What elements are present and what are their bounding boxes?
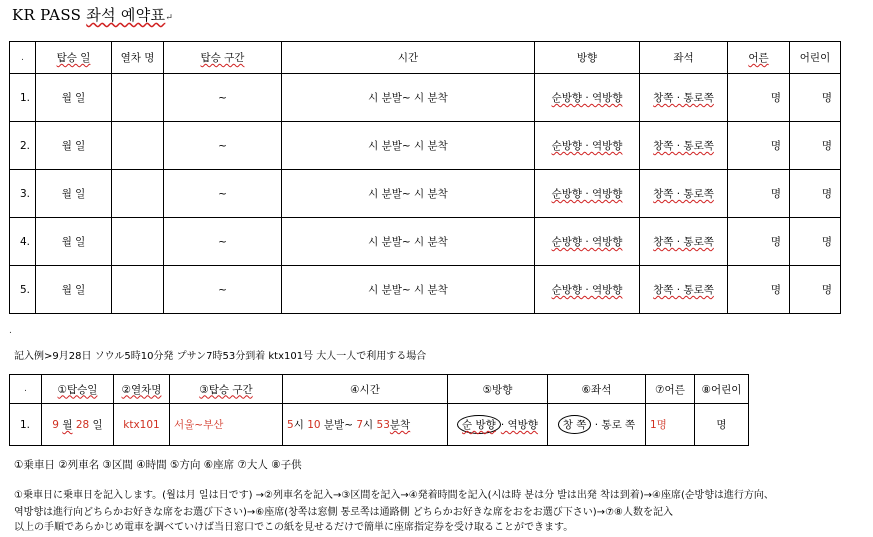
train-cell bbox=[112, 122, 164, 170]
example-section: 서울~부산 bbox=[170, 404, 283, 446]
example-header-seat: ⑥좌석 bbox=[548, 375, 646, 404]
example-header-direction: ⑤방향 bbox=[448, 375, 548, 404]
section-cell: ~ bbox=[164, 266, 282, 314]
example-header-adult: ⑦어른 bbox=[646, 375, 695, 404]
header-cell: . bbox=[10, 375, 42, 404]
table-row bbox=[10, 218, 841, 266]
note-line-1: ①乗車日に乗車日を記入します。(월は月 일は日です) →②列車名を記入→③区間を記入→④発着時間を記入(시は時 분は分 발は出発 착は到着)→④座席(순방향は進行方向、 bbox=[14, 490, 774, 501]
header-seat: 좌석 bbox=[640, 42, 728, 74]
seat-cell: 창쪽 · 통로쪽 bbox=[640, 266, 728, 314]
row-number: 4. bbox=[10, 218, 36, 266]
reservation-table bbox=[9, 41, 841, 314]
direction-cell: 순방향 · 역방향 bbox=[535, 170, 640, 218]
direction-cell: 순방향 · 역방향 bbox=[535, 74, 640, 122]
adult-cell: 명 bbox=[728, 218, 790, 266]
example-train: ktx101 bbox=[114, 404, 170, 446]
row-number: 5. bbox=[10, 266, 36, 314]
example-seat: 창 쪽 · 통로 쪽 bbox=[548, 404, 646, 446]
adult-cell: 명 bbox=[728, 122, 790, 170]
date-cell: 월 일 bbox=[36, 266, 112, 314]
example-header-date: ①탑승일 bbox=[42, 375, 114, 404]
example-header-time: ④시간 bbox=[283, 375, 448, 404]
note-line-2: 역방향は進行向どちらかお好きな席をお選び下さい)→⑥座席(창쪽は窓側 통로쪽は通路側 どちらかお好きな席をおをお選び下さい)→⑦⑧人数を記入 bbox=[14, 507, 673, 518]
train-cell bbox=[112, 74, 164, 122]
example-time: 5시 10 분발~ 7시 53분착 bbox=[283, 404, 448, 446]
row-number: 1. bbox=[10, 404, 42, 446]
example-header-row bbox=[10, 375, 749, 404]
table-row bbox=[10, 74, 841, 122]
title-prefix: KR PASS bbox=[12, 6, 87, 24]
example-header-section: ③탑승 구간 bbox=[170, 375, 283, 404]
child-cell: 명 bbox=[790, 74, 841, 122]
header-cell: . bbox=[10, 42, 36, 74]
train-cell bbox=[112, 170, 164, 218]
table-row bbox=[10, 170, 841, 218]
direction-cell: 순방향 · 역방향 bbox=[535, 218, 640, 266]
adult-cell: 명 bbox=[728, 74, 790, 122]
date-cell: 월 일 bbox=[36, 170, 112, 218]
section-cell: ~ bbox=[164, 74, 282, 122]
example-date: 9 월 28 일 bbox=[42, 404, 114, 446]
time-cell: 시 분발~ 시 분착 bbox=[282, 122, 535, 170]
date-cell: 월 일 bbox=[36, 122, 112, 170]
example-child: 명 bbox=[695, 404, 749, 446]
time-cell: 시 분발~ 시 분착 bbox=[282, 218, 535, 266]
date-cell: 월 일 bbox=[36, 218, 112, 266]
child-cell: 명 bbox=[790, 218, 841, 266]
header-time: 시간 bbox=[282, 42, 535, 74]
example-row bbox=[10, 404, 749, 446]
time-cell: 시 분발~ 시 분착 bbox=[282, 74, 535, 122]
header-child: 어린이 bbox=[790, 42, 841, 74]
title-main: 좌석 예약표 bbox=[86, 6, 166, 24]
child-cell: 명 bbox=[790, 170, 841, 218]
example-table bbox=[9, 374, 749, 446]
table-row bbox=[10, 266, 841, 314]
paragraph-mark: ↵ bbox=[165, 13, 174, 23]
time-cell: 시 분발~ 시 분착 bbox=[282, 170, 535, 218]
section-cell: ~ bbox=[164, 170, 282, 218]
circled-option: 순 방향 bbox=[457, 415, 501, 434]
direction-cell: 순방향 · 역방향 bbox=[535, 266, 640, 314]
train-cell bbox=[112, 218, 164, 266]
child-cell: 명 bbox=[790, 122, 841, 170]
note-line-3: 以上の手順であらかじめ電車を調べていけば当日窓口でこの紙を見せるだけで簡単に座席指定券を受け取ることができます。 bbox=[14, 522, 574, 533]
example-direction: 순 방향 · 역방향 bbox=[448, 404, 548, 446]
seat-cell: 창쪽 · 통로쪽 bbox=[640, 74, 728, 122]
date-cell: 월 일 bbox=[36, 74, 112, 122]
section-cell: ~ bbox=[164, 122, 282, 170]
row-number: 2. bbox=[10, 122, 36, 170]
header-direction: 방향 bbox=[535, 42, 640, 74]
table-header-row bbox=[10, 42, 841, 74]
example-line: 記入例>9月28日 ソウル5時10分発 プサン7時53分到着 ktx101号 大人一人で利用する場合 bbox=[14, 351, 427, 362]
legend-line: ①乗車日 ②列車名 ③区間 ④時間 ⑤方向 ⑥座席 ⑦大人 ⑧子供 bbox=[14, 459, 302, 471]
header-section: 탑승 구간 bbox=[164, 42, 282, 74]
header-adult: 어른 bbox=[728, 42, 790, 74]
seat-cell: 창쪽 · 통로쪽 bbox=[640, 122, 728, 170]
header-date: 탑승 일 bbox=[36, 42, 112, 74]
row-number: 3. bbox=[10, 170, 36, 218]
header-train: 열차 명 bbox=[112, 42, 164, 74]
child-cell: 명 bbox=[790, 266, 841, 314]
seat-cell: 창쪽 · 통로쪽 bbox=[640, 218, 728, 266]
time-cell: 시 분발~ 시 분착 bbox=[282, 266, 535, 314]
circled-option: 창 쪽 bbox=[558, 415, 592, 434]
section-cell: ~ bbox=[164, 218, 282, 266]
example-adult: 1명 bbox=[646, 404, 695, 446]
example-header-child: ⑧어린이 bbox=[695, 375, 749, 404]
train-cell bbox=[112, 266, 164, 314]
page-title bbox=[12, 4, 173, 25]
paragraph-mark: . bbox=[9, 326, 12, 336]
adult-cell: 명 bbox=[728, 170, 790, 218]
adult-cell: 명 bbox=[728, 266, 790, 314]
direction-cell: 순방향 · 역방향 bbox=[535, 122, 640, 170]
table-row bbox=[10, 122, 841, 170]
example-header-train: ②열차명 bbox=[114, 375, 170, 404]
seat-cell: 창쪽 · 통로쪽 bbox=[640, 170, 728, 218]
row-number: 1. bbox=[10, 74, 36, 122]
